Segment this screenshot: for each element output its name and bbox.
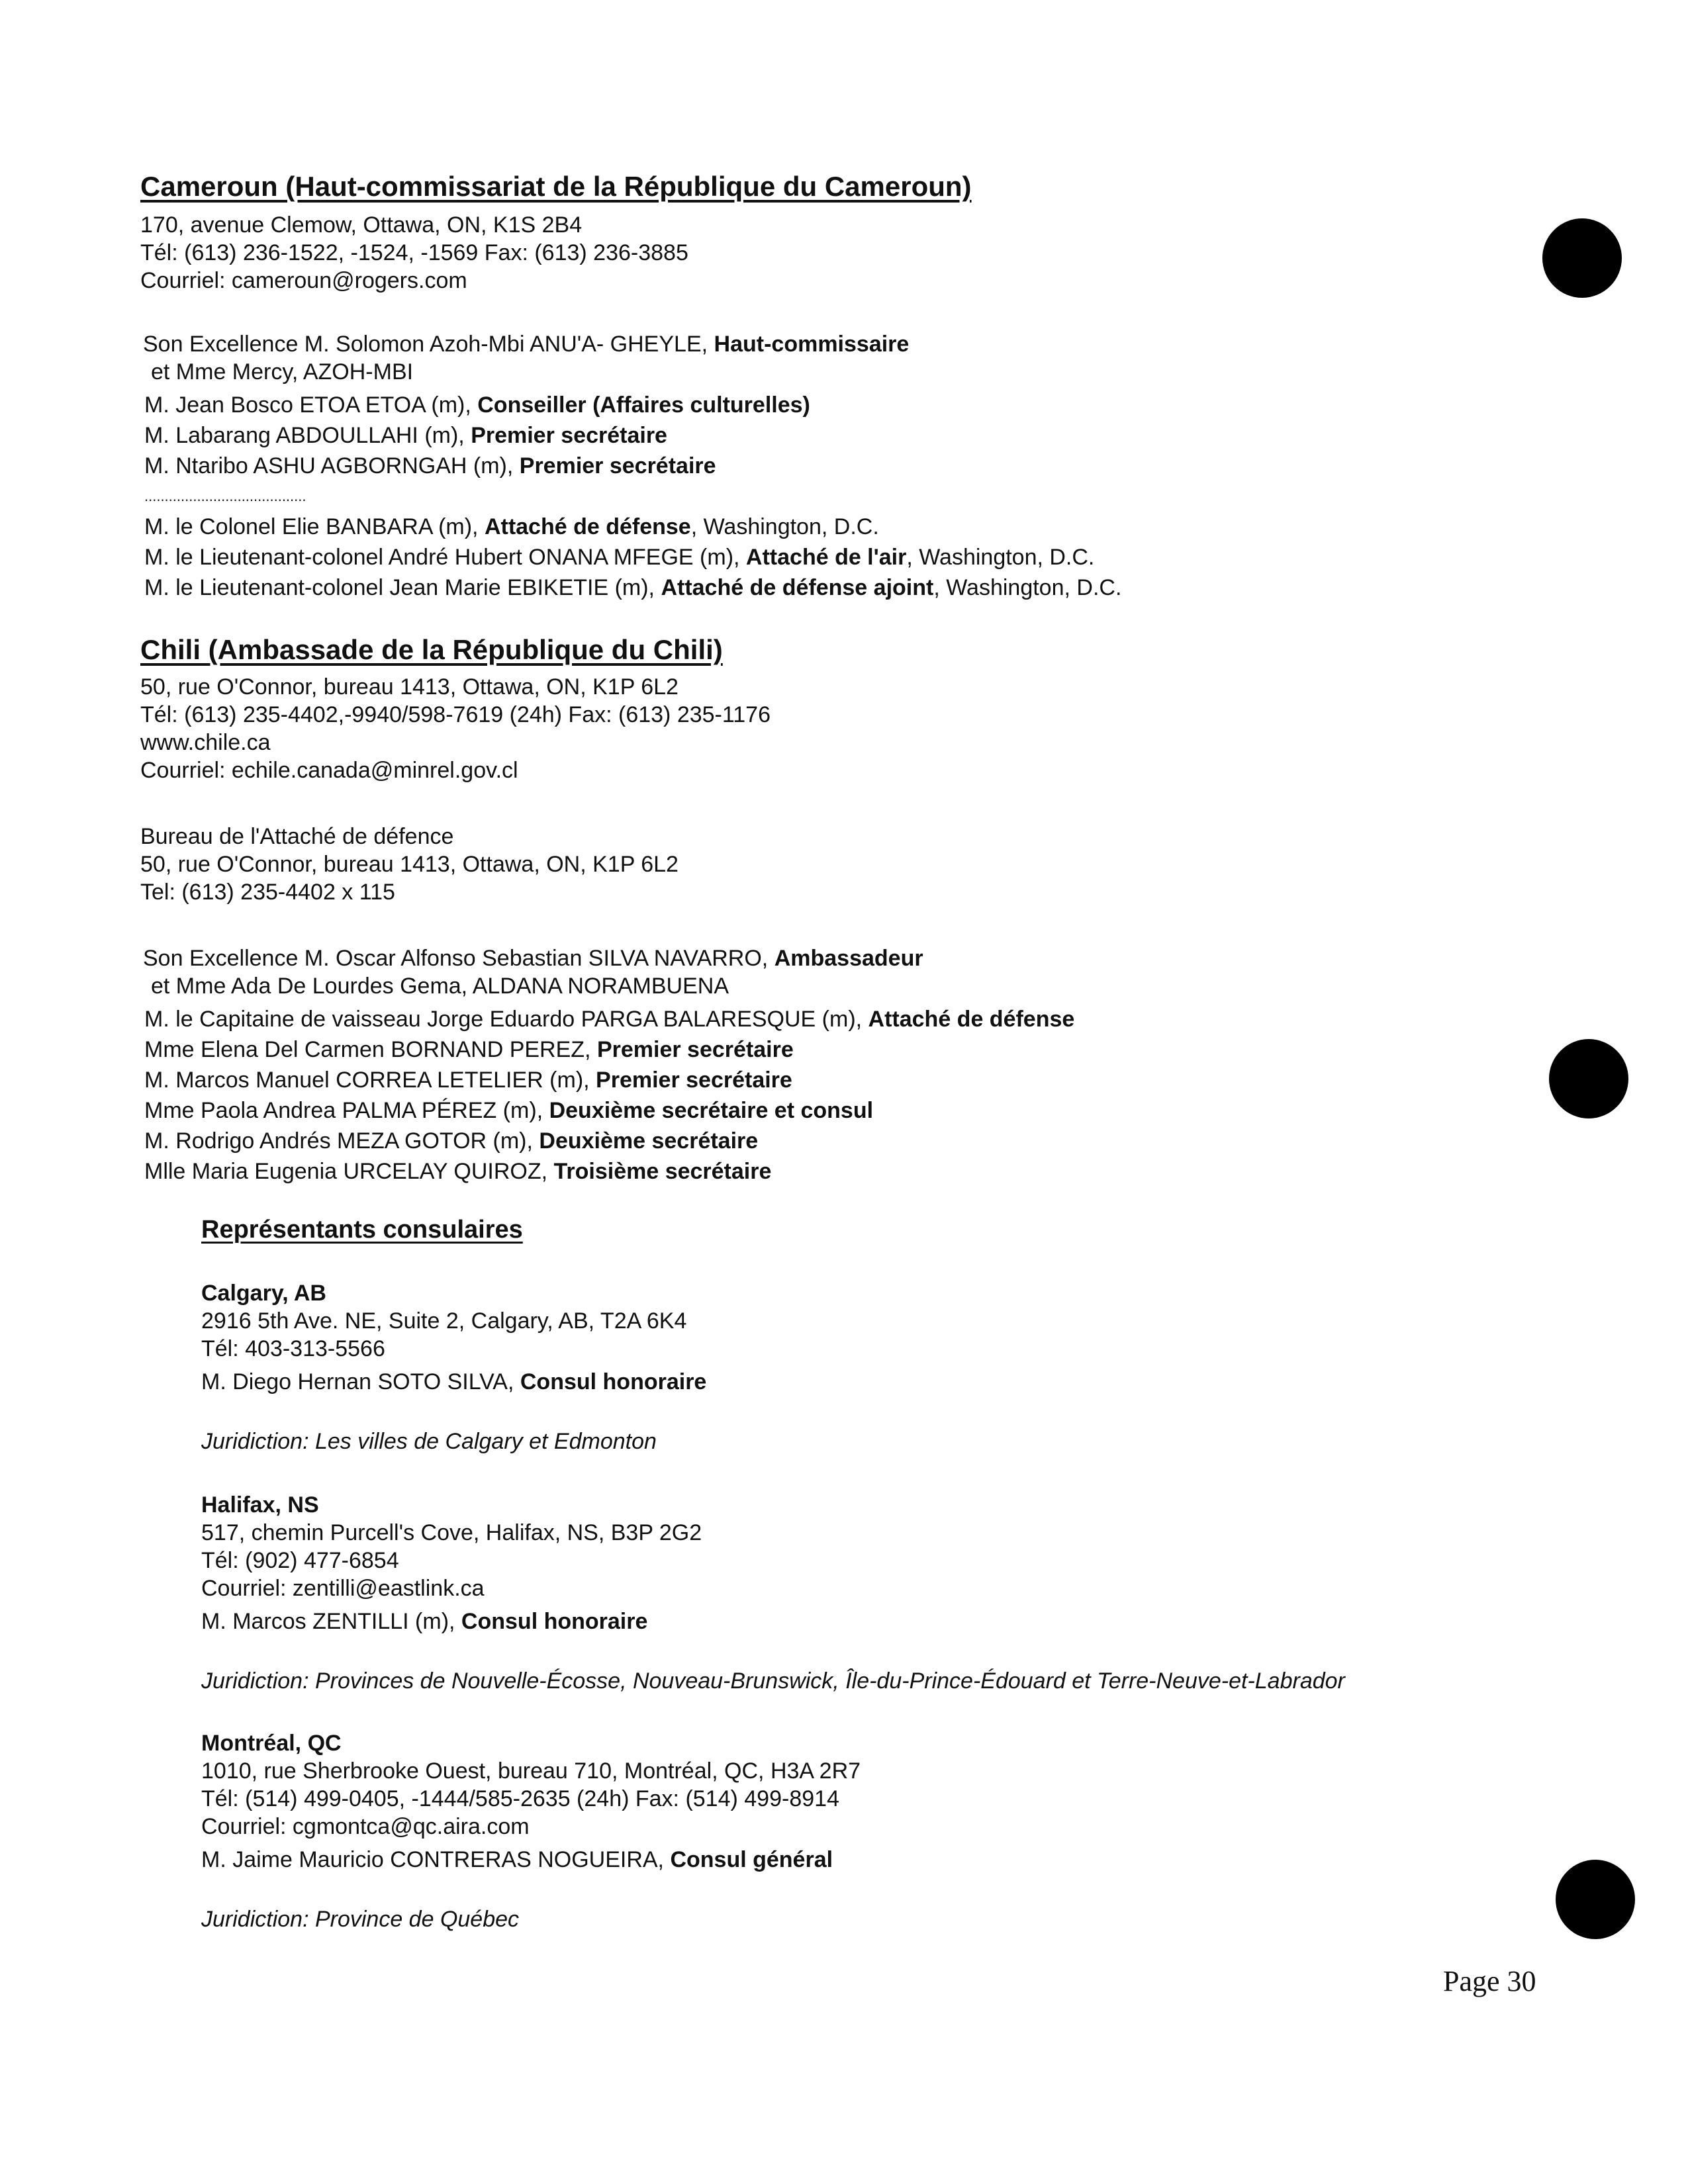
chili-defence-office-name: Bureau de l'Attaché de défence: [140, 824, 454, 849]
consular-representatives-heading: Représentants consulaires: [201, 1216, 523, 1244]
page-number: Page 30: [1443, 1965, 1536, 1997]
consulate-halifax-email: Courriel: zentilli@eastlink.ca: [201, 1576, 485, 1601]
consulate-halifax-address: 517, chemin Purcell's Cove, Halifax, NS, B3P 2G2: [201, 1520, 702, 1545]
chili-address: 50, rue O'Connor, bureau 1413, Ottawa, ON, K1P 6L2: [140, 674, 679, 700]
cameroun-staff-4: M. Ntaribo ASHU AGBORNGAH (m), Premier secrétaire: [144, 453, 716, 478]
cameroun-staff-2: M. Jean Bosco ETOA ETOA (m), Conseiller (Affaires culturelles): [144, 392, 810, 418]
consulate-montreal-phone: Tél: (514) 499-0405, -1444/585-2635 (24h) Fax: (514) 499-8914: [201, 1786, 839, 1811]
chili-email: Courriel: echile.canada@minrel.gov.cl: [140, 758, 518, 783]
cameroun-staff-6: M. le Colonel Elie BANBARA (m), Attaché de défense, Washington, D.C.: [144, 514, 879, 539]
chili-defence-office-address: 50, rue O'Connor, bureau 1413, Ottawa, ON, K1P 6L2: [140, 852, 679, 877]
chili-website: www.chile.ca: [140, 730, 271, 755]
chili-staff-2: M. le Capitaine de vaisseau Jorge Eduardo PARGA BALARESQUE (m), Attaché de défense: [144, 1007, 1075, 1032]
consulate-calgary-address: 2916 5th Ave. NE, Suite 2, Calgary, AB, T2A 6K4: [201, 1308, 687, 1334]
consulate-montreal-person: M. Jaime Mauricio CONTRERAS NOGUEIRA, Consul général: [201, 1847, 833, 1872]
binder-hole-bottom: [1556, 1860, 1635, 1939]
chili-staff-0: Son Excellence M. Oscar Alfonso Sebastian SILVA NAVARRO, Ambassadeur: [143, 946, 923, 971]
consulate-calgary-person: M. Diego Hernan SOTO SILVA, Consul honoraire: [201, 1369, 707, 1394]
consulate-halifax-jurisdiction: Juridiction: Provinces de Nouvelle-Écosse, Nouveau-Brunswick, Île-du-Prince-Édouard et Terre-Neuve-et-Labrador: [201, 1668, 1345, 1694]
chili-heading: Chili (Ambassade de la République du Chili): [140, 634, 723, 665]
chili-staff-1: et Mme Ada De Lourdes Gema, ALDANA NORAMBUENA: [151, 974, 729, 999]
cameroun-staff-7: M. le Lieutenant-colonel André Hubert ONANA MFEGE (m), Attaché de l'air, Washington, D.C.: [144, 545, 1095, 570]
chili-staff-5: Mme Paola Andrea PALMA PÉREZ (m), Deuxième secrétaire et consul: [144, 1098, 874, 1123]
chili-defence-office-phone: Tel: (613) 235-4402 x 115: [140, 880, 395, 905]
consulate-halifax-phone: Tél: (902) 477-6854: [201, 1548, 399, 1573]
cameroun-address: 170, avenue Clemow, Ottawa, ON, K1S 2B4: [140, 212, 583, 238]
consulate-montreal-address: 1010, rue Sherbrooke Ouest, bureau 710, Montréal, QC, H3A 2R7: [201, 1758, 861, 1784]
cameroun-heading: Cameroun (Haut-commissariat de la République du Cameroun): [140, 171, 972, 202]
chili-staff-4: M. Marcos Manuel CORREA LETELIER (m), Premier secrétaire: [144, 1068, 792, 1093]
cameroun-staff-3: M. Labarang ABDOULLAHI (m), Premier secrétaire: [144, 423, 667, 448]
chili-staff-3: Mme Elena Del Carmen BORNAND PEREZ, Premier secrétaire: [144, 1037, 794, 1062]
cameroun-staff-8: M. le Lieutenant-colonel Jean Marie EBIKETIE (m), Attaché de défense ajoint, Washington, D.C.: [144, 575, 1122, 600]
chili-staff-7: Mlle Maria Eugenia URCELAY QUIROZ, Troisième secrétaire: [144, 1159, 772, 1184]
cameroun-staff-1: et Mme Mercy, AZOH-MBI: [151, 359, 414, 385]
binder-hole-middle: [1549, 1039, 1628, 1118]
consulate-calgary-city: Calgary, AB: [201, 1281, 326, 1306]
consulate-montreal-city: Montréal, QC: [201, 1731, 342, 1756]
consulate-calgary-jurisdiction: Juridiction: Les villes de Calgary et Edmonton: [201, 1429, 657, 1454]
chili-staff-6: M. Rodrigo Andrés MEZA GOTOR (m), Deuxième secrétaire: [144, 1128, 759, 1154]
consulate-halifax-city: Halifax, NS: [201, 1492, 319, 1518]
consulate-montreal-email: Courriel: cgmontca@qc.aira.com: [201, 1814, 530, 1839]
consulate-halifax-person: M. Marcos ZENTILLI (m), Consul honoraire: [201, 1609, 648, 1634]
cameroun-email: Courriel: cameroun@rogers.com: [140, 268, 467, 293]
cameroun-staff-0: Son Excellence M. Solomon Azoh-Mbi ANU'A- GHEYLE, Haut-commissaire: [143, 332, 910, 357]
consulate-montreal-jurisdiction: Juridiction: Province de Québec: [201, 1907, 520, 1932]
chili-phone: Tél: (613) 235-4402,-9940/598-7619 (24h) Fax: (613) 235-1176: [140, 702, 771, 727]
binder-hole-top: [1542, 218, 1622, 298]
cameroun-separator: ........................................: [144, 488, 306, 504]
cameroun-phone: Tél: (613) 236-1522, -1524, -1569 Fax: (613) 236-3885: [140, 240, 688, 265]
consulate-calgary-phone: Tél: 403-313-5566: [201, 1336, 385, 1361]
